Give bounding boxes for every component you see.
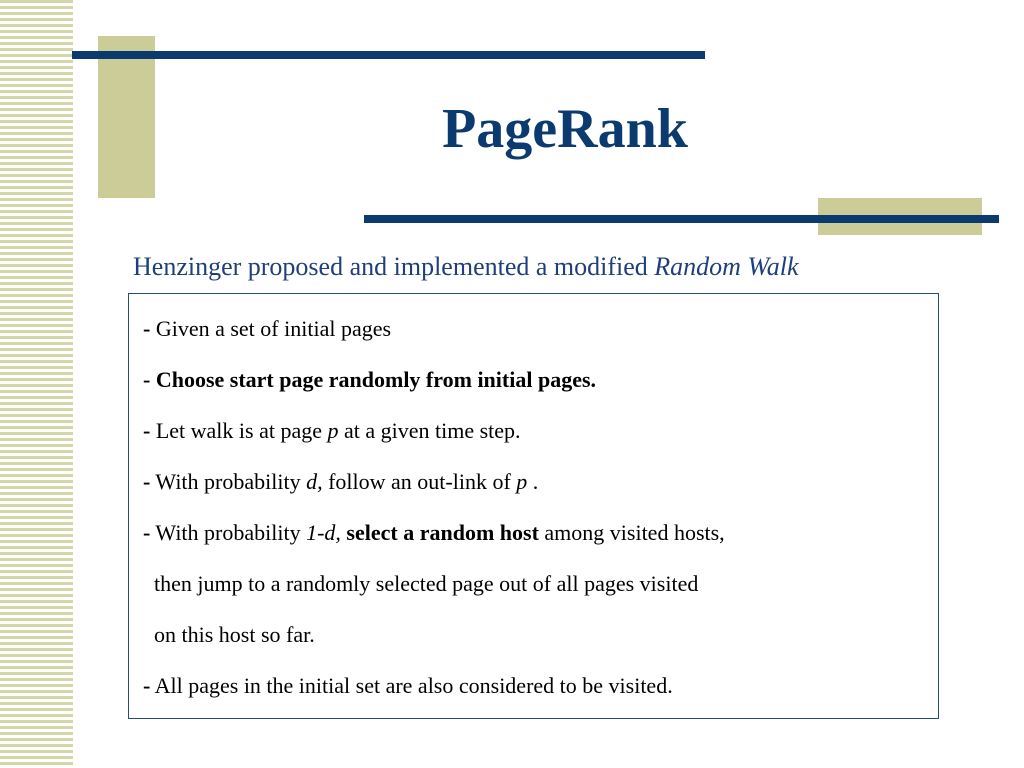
bullet-6	[143, 673, 673, 699]
content-box	[128, 293, 939, 719]
bullet-text: at a given time step.	[338, 418, 521, 443]
slide-subtitle	[133, 252, 799, 282]
bullet-5	[143, 520, 725, 546]
bullet-marker: -	[143, 367, 151, 392]
bullet-text: Choose start page randomly from initial pages.	[150, 367, 597, 392]
slide-title: PageRank	[442, 98, 688, 160]
left-stripe-decoration	[0, 0, 73, 768]
subtitle-emphasis: Random Walk	[654, 252, 799, 281]
bullet-text: Given a set of initial pages	[150, 316, 392, 341]
bullet-text: With probability	[150, 520, 307, 545]
bullet-3	[143, 418, 521, 444]
title-top-rule	[72, 51, 705, 59]
var-d: d,	[306, 469, 323, 494]
title-tan-block	[98, 36, 155, 198]
bullet-text: All pages in the initial set are also considered to be visited.	[150, 673, 673, 698]
var-p: p	[516, 469, 528, 494]
bullet-marker: -	[143, 418, 151, 443]
bullet-1	[143, 316, 391, 342]
bullet-text: among visited hosts,	[538, 520, 725, 545]
bullet-text: With probability	[150, 469, 307, 494]
subtitle-text: Henzinger proposed and implemented a modified	[133, 252, 655, 281]
bullet-text: Let walk is at page	[150, 418, 328, 443]
bullet-marker: -	[143, 673, 151, 698]
bullet-bold-text: select a random host	[340, 520, 539, 545]
bullet-2	[143, 367, 596, 393]
bullet-text: follow an out-link of	[322, 469, 517, 494]
bullet-text: .	[527, 469, 539, 494]
bullet-marker: -	[143, 469, 151, 494]
var-1-d: 1-d,	[306, 520, 341, 545]
bullet-marker: -	[143, 316, 151, 341]
bullet-4	[143, 469, 538, 495]
bullet-marker: -	[143, 520, 151, 545]
title-bottom-rule	[364, 215, 999, 223]
bullet-5-continuation-2: on this host so far.	[154, 622, 315, 647]
bullet-5-continuation-1: then jump to a randomly selected page out of all pages visited	[154, 571, 699, 596]
var-p: p	[327, 418, 339, 443]
